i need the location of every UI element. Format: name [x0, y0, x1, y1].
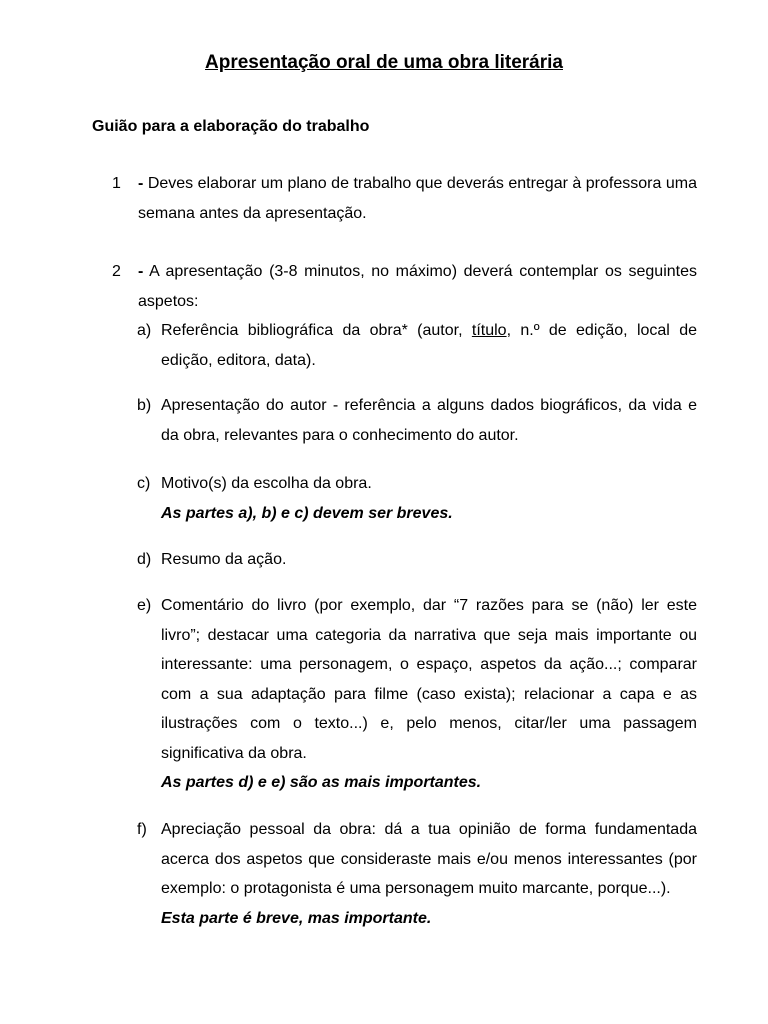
emphasis-note: As partes d) e e) são as mais importantes.	[161, 774, 482, 791]
sub-item-body: Apresentação do autor - referência a alguns dados biográficos, da vida e da obra, relevantes para o conhecimento do autor.	[161, 397, 697, 444]
sub-item-body	[161, 316, 697, 375]
emphasis-note: As partes a), b) e c) devem ser breves.	[161, 504, 453, 522]
sub-item-body	[161, 469, 697, 528]
sub-item-text: Comentário do livro (por exemplo, dar “7 razões para se (não) ler este livro”; destacar uma categoria da narrativa que seja mais importante ou interessante: uma personagem, o espaço, aspetos da ação...; comparar com a sua adaptação para filme (caso exista); relacionar a capa e as ilustrações com o texto...) e, pelo menos, citar/ler uma passagem significativa da obra.	[161, 597, 697, 762]
item-number: 1	[112, 175, 121, 192]
sub-item-text: Apreciação pessoal da obra: dá a tua opinião de forma fundamentada acerca dos aspetos que consideraste mais e/ou menos interessantes (por exemplo: o protagonista é uma personagem muito marcante, porque...).	[161, 821, 697, 897]
sub-item-body	[161, 815, 697, 933]
list-item-2	[112, 257, 697, 316]
page-title: Apresentação oral de uma obra literária	[205, 52, 563, 73]
sub-item-body	[161, 591, 697, 798]
item-text: A apresentação (3-8 minutos, no máximo) deverá contemplar os seguintes aspetos:	[138, 263, 697, 310]
item-text: Deves elaborar um plano de trabalho que deverás entregar à professora uma semana antes da apresentação.	[138, 175, 697, 222]
sub-item-text: Motivo(s) da escolha da obra.	[161, 475, 372, 492]
list-item-1	[112, 169, 697, 228]
sub-item-text: , n.º de edição, local de edição, editora, data).	[161, 322, 698, 369]
item-body	[138, 169, 697, 228]
sub-item-label: b)	[137, 397, 152, 414]
item-number: 2	[112, 263, 121, 280]
underlined-word: título	[471, 322, 507, 339]
section-subtitle: Guião para a elaboração do trabalho	[92, 118, 370, 135]
sub-item-e	[137, 591, 697, 798]
sub-item-body: Resumo da ação.	[161, 551, 287, 568]
sub-item-c	[137, 469, 697, 528]
sub-item-label: e)	[137, 597, 152, 614]
sub-item-label: d)	[137, 551, 152, 568]
item-body	[138, 257, 697, 316]
item-dash: -	[138, 175, 144, 192]
sub-item-d	[137, 545, 697, 575]
emphasis-note: Esta parte é breve, mas importante.	[161, 909, 432, 927]
sub-item-text: Referência bibliográfica da obra* (autor,	[161, 322, 472, 339]
sub-item-b	[137, 391, 697, 450]
item-dash: -	[138, 263, 144, 280]
sub-item-label: f)	[137, 821, 147, 838]
sub-item-f	[137, 815, 697, 933]
sub-item-label: a)	[137, 322, 152, 339]
sub-item-a	[137, 316, 697, 375]
sub-item-label: c)	[137, 475, 151, 492]
